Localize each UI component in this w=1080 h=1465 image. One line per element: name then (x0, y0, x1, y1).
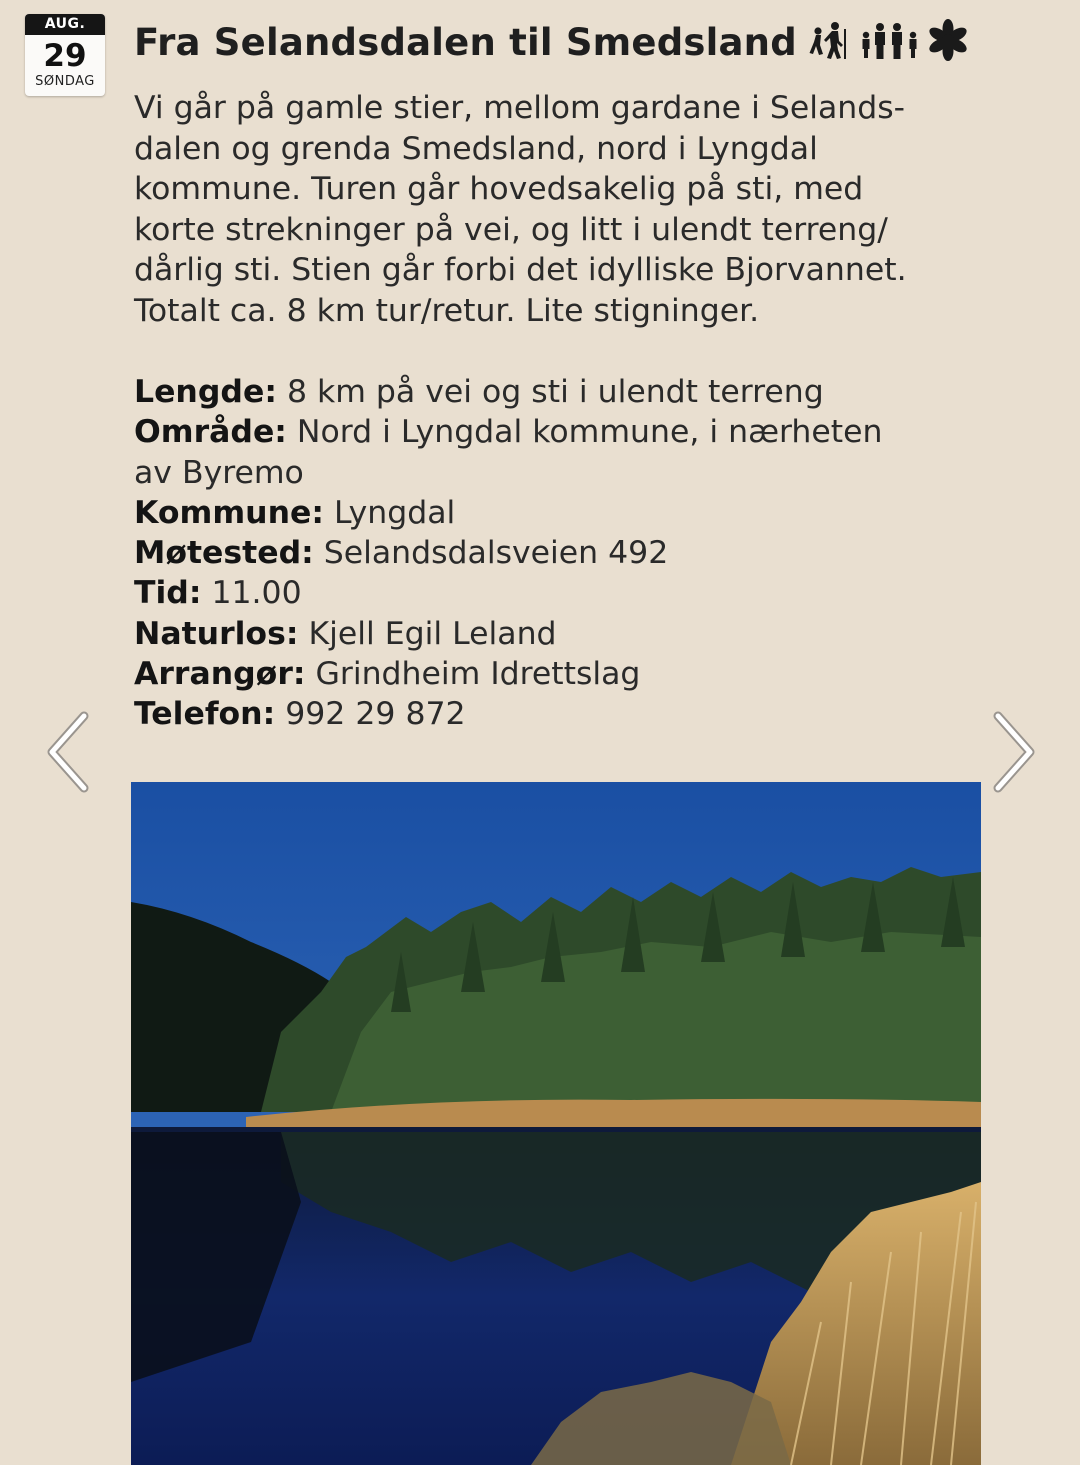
detail-value: Grindheim Idrettslag (315, 656, 641, 693)
detail-label: Lengde: (134, 374, 277, 410)
flower-icon (926, 18, 970, 62)
previous-button[interactable] (40, 708, 96, 796)
description-line: kommune. Turen går hovedsakelig på sti, med (134, 171, 864, 207)
detail-label: Møtested: (134, 535, 314, 572)
family-icon (858, 20, 920, 60)
detail-meeting-place (134, 533, 1014, 573)
hiking-icon (808, 20, 852, 60)
date-badge (25, 14, 105, 96)
lake-photo (131, 782, 981, 1465)
date-day: 29 (43, 38, 87, 74)
detail-label: Tid: (134, 575, 202, 612)
event-description (134, 88, 1014, 331)
description-line: korte strekninger på vei, og litt i ulendt terreng/ (134, 211, 888, 248)
detail-value: Nord i Lyngdal kommune, i nærheten (296, 414, 883, 451)
detail-value: 11.00 (211, 575, 302, 612)
detail-value: 8 km på vei og sti i ulendt terreng (286, 374, 824, 410)
date-month: AUG. (25, 14, 105, 35)
detail-value: Kjell Egil Leland (308, 615, 557, 652)
detail-value-continued: av Byremo (134, 454, 304, 491)
detail-value: Lyngdal (333, 494, 456, 531)
next-button[interactable] (986, 708, 1042, 796)
detail-organizer (134, 654, 1014, 694)
detail-label: Område: (134, 414, 287, 451)
detail-label: Naturlos: (134, 615, 299, 652)
detail-phone (134, 694, 1014, 734)
chevron-left-icon (40, 708, 96, 796)
detail-label: Arrangør: (134, 656, 306, 693)
detail-municipality (134, 493, 1014, 533)
description-line: dårlig sti. Stien går forbi det idylliske Bjorvannet. (134, 252, 907, 288)
date-weekday: SØNDAG (35, 74, 95, 89)
activity-icons (808, 14, 970, 66)
detail-label: Telefon: (134, 696, 276, 733)
detail-guide (134, 614, 1014, 654)
detail-area (134, 412, 1014, 493)
description-line: dalen og grenda Smedsland, nord i Lyngdal (134, 130, 818, 167)
chevron-right-icon (986, 708, 1042, 796)
event-details (134, 372, 1014, 735)
event-title: Fra Selandsdalen til Smedsland (134, 21, 797, 64)
event-photo (131, 782, 981, 1465)
detail-label: Kommune: (134, 494, 324, 531)
description-line: Totalt ca. 8 km tur/retur. Lite stigninger. (134, 292, 760, 329)
detail-length (134, 372, 1014, 412)
detail-value: Selandsdalsveien 492 (323, 535, 669, 572)
detail-value: 992 29 872 (285, 696, 466, 733)
detail-time (134, 573, 1014, 613)
description-line: Vi går på gamle stier, mellom gardane i Selands- (134, 90, 906, 126)
